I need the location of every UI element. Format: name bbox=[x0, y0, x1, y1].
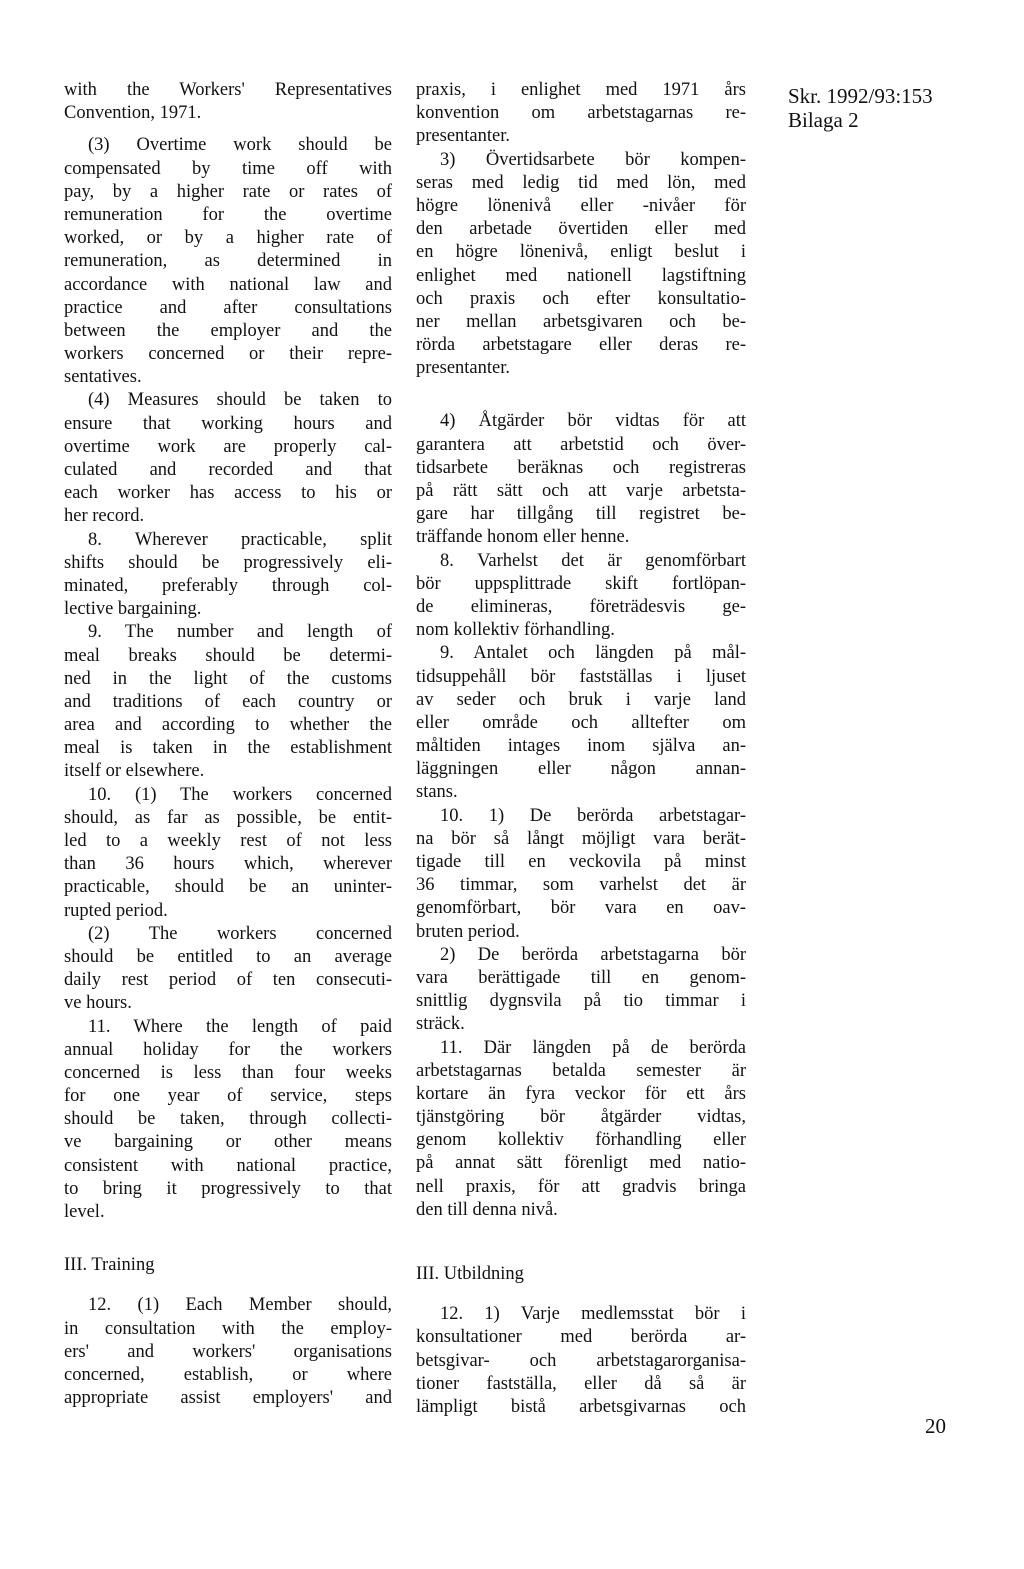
text-line: 10. (1) The workers concerned bbox=[88, 784, 392, 805]
text-line: 10. 1) De berörda arbetstagar- bbox=[440, 805, 746, 826]
text-line: den till denna nivå. bbox=[416, 1199, 558, 1220]
text-line: tjänstgöring bör åtgärder vidtas, bbox=[416, 1107, 746, 1128]
text-line: (4) Measures should be taken to bbox=[88, 390, 392, 411]
document-reference-line: Skr. 1992/93:153 bbox=[788, 84, 933, 108]
appendix-label: Bilaga 2 bbox=[788, 108, 859, 132]
text-line: stans. bbox=[416, 782, 458, 803]
text-line: and traditions of each country or bbox=[64, 691, 392, 712]
section-heading: III. Utbildning bbox=[416, 1264, 524, 1284]
text-line: practice and after consultations bbox=[64, 297, 392, 318]
text-line: pay, by a higher rate or rates of bbox=[64, 181, 392, 202]
text-line: with the Workers' Representatives bbox=[64, 80, 392, 100]
text-line: annual holiday for the workers bbox=[64, 1039, 392, 1060]
text-line: ve hours. bbox=[64, 993, 132, 1014]
swedish-column bbox=[416, 79, 746, 1419]
text-line: vara berättigade till en genom- bbox=[416, 967, 746, 988]
text-line: itself or elsewhere. bbox=[64, 761, 205, 782]
text-line: läggningen eller någon annan- bbox=[416, 759, 746, 780]
text-line: each worker has access to his or bbox=[64, 483, 392, 504]
section-heading: III. Training bbox=[64, 1255, 155, 1276]
text-line: accordance with national law and bbox=[64, 274, 392, 295]
text-line: appropriate assist employers' and bbox=[64, 1388, 392, 1409]
text-line: garantera att arbetstid och över- bbox=[416, 434, 746, 455]
text-line: in consultation with the employ- bbox=[64, 1318, 392, 1339]
text-line: och praxis och efter konsultatio- bbox=[416, 288, 746, 309]
text-line: ensure that working hours and bbox=[64, 413, 392, 434]
text-line: genom kollektiv förhandling eller bbox=[416, 1130, 746, 1151]
text-line: 36 timmar, som varhelst det är bbox=[416, 875, 746, 896]
text-line: compensated by time off with bbox=[64, 158, 392, 179]
text-line: 9. The number and length of bbox=[88, 622, 392, 643]
text-line: på annat sätt förenligt med natio- bbox=[416, 1153, 746, 1174]
text-line: lämpligt bistå arbetsgivarnas och bbox=[416, 1396, 746, 1417]
text-line: en högre lönenivå, enligt beslut i bbox=[416, 242, 746, 263]
text-line: genomförbart, bör vara en oav- bbox=[416, 898, 746, 919]
text-line: sentatives. bbox=[64, 367, 142, 388]
text-line: between the employer and the bbox=[64, 320, 392, 341]
text-line: presentanter. bbox=[416, 358, 510, 379]
text-line: 11. Where the length of paid bbox=[88, 1016, 392, 1037]
text-line: Convention, 1971. bbox=[64, 103, 202, 124]
text-line: to bring it progressively to that bbox=[64, 1178, 392, 1199]
text-line: worked, or by a higher rate of bbox=[64, 228, 392, 249]
text-line: praxis, i enlighet med 1971 års bbox=[416, 80, 746, 100]
text-line: rupted period. bbox=[64, 900, 168, 921]
text-line: than 36 hours which, wherever bbox=[64, 854, 392, 875]
text-line: 12. 1) Varje medlemsstat bör i bbox=[440, 1304, 746, 1325]
text-line: 11. Där längden på de berörda bbox=[440, 1037, 746, 1058]
text-line: bruten period. bbox=[416, 921, 520, 942]
text-line: remuneration, as determined in bbox=[64, 251, 392, 272]
text-line: rörda arbetstagare eller deras re- bbox=[416, 335, 746, 356]
text-line: konvention om arbetstagarnas re- bbox=[416, 103, 746, 124]
text-line: på rätt sätt och att varje arbetsta- bbox=[416, 481, 746, 501]
document-reference bbox=[788, 84, 978, 132]
text-line: (2) The workers concerned bbox=[88, 923, 392, 944]
text-line: kortare än fyra veckor för ett års bbox=[416, 1083, 746, 1104]
text-line: 8. Varhelst det är genomförbart bbox=[440, 550, 746, 571]
text-line: tioner fastställa, eller då så är bbox=[416, 1373, 746, 1394]
text-line: ned in the light of the customs bbox=[64, 668, 392, 689]
text-line: culated and recorded and that bbox=[64, 460, 392, 480]
text-line: her record. bbox=[64, 506, 145, 527]
text-line: de elimineras, företrädesvis ge- bbox=[416, 596, 746, 617]
text-line: 2) De berörda arbetstagarna bör bbox=[440, 944, 746, 965]
text-line: betsgivar- och arbetstagarorganisa- bbox=[416, 1350, 746, 1371]
text-line: tigade till en veckovila på minst bbox=[416, 852, 746, 872]
text-line: eller område och alltefter om bbox=[416, 712, 746, 733]
text-line: nom kollektiv förhandling. bbox=[416, 620, 615, 641]
text-line: träffande honom eller henne. bbox=[416, 527, 630, 548]
text-line: av seder och bruk i varje land bbox=[416, 689, 746, 710]
text-line: nell praxis, för att gradvis bringa bbox=[416, 1176, 746, 1197]
text-line: snittlig dygnsvila på tio timmar i bbox=[416, 991, 746, 1012]
text-line: bör uppsplittrade skift fortlöpan- bbox=[416, 573, 746, 594]
text-line: shifts should be progressively eli- bbox=[64, 552, 392, 573]
text-line: sträck. bbox=[416, 1014, 465, 1035]
text-line: måltiden intages inom själva an- bbox=[416, 736, 746, 757]
text-line: tidsuppehåll bör fastställas i ljuset bbox=[416, 666, 746, 687]
text-line: should be taken, through collecti- bbox=[64, 1109, 392, 1130]
text-line: högre lönenivå eller -nivåer för bbox=[416, 195, 746, 216]
text-line: (3) Overtime work should be bbox=[88, 135, 392, 156]
english-column bbox=[64, 79, 392, 1410]
page-number: 20 bbox=[925, 1414, 946, 1438]
text-line: workers concerned or their repre- bbox=[64, 344, 392, 365]
text-line: 4) Åtgärder bör vidtas för att bbox=[440, 411, 746, 432]
text-line: 3) Övertidsarbete bör kompen- bbox=[440, 149, 746, 170]
text-line: minated, preferably through col- bbox=[64, 575, 392, 596]
text-line: 8. Wherever practicable, split bbox=[88, 529, 392, 550]
text-line: 9. Antalet och längden på mål- bbox=[440, 643, 746, 664]
text-line: gare har tillgång till registret be- bbox=[416, 504, 746, 525]
text-line: na bör så långt möjligt vara berät- bbox=[416, 828, 746, 849]
text-line: level. bbox=[64, 1202, 105, 1222]
text-line: concerned is less than four weeks bbox=[64, 1062, 392, 1083]
text-line: konsultationer med berörda ar- bbox=[416, 1327, 746, 1348]
text-line: enlighet med nationell lagstiftning bbox=[416, 265, 746, 286]
text-line: den arbetade övertiden eller med bbox=[416, 219, 746, 240]
text-line: consistent with national practice, bbox=[64, 1155, 392, 1176]
text-line: seras med ledig tid med lön, med bbox=[416, 172, 746, 193]
text-line: lective bargaining. bbox=[64, 599, 202, 620]
text-line: tidsarbete beräknas och registreras bbox=[416, 457, 746, 478]
text-line: area and according to whether the bbox=[64, 715, 392, 736]
text-line: ers' and workers' organisations bbox=[64, 1341, 392, 1362]
text-line: led to a weekly rest of not less bbox=[64, 831, 392, 851]
text-line: should be entitled to an average bbox=[64, 946, 392, 967]
text-line: practicable, should be an uninter- bbox=[64, 877, 392, 898]
text-line: daily rest period of ten consecuti- bbox=[64, 970, 392, 991]
text-line: 12. (1) Each Member should, bbox=[88, 1295, 392, 1316]
text-line: overtime work are properly cal- bbox=[64, 436, 392, 457]
text-line: ve bargaining or other means bbox=[64, 1132, 392, 1153]
text-line: remuneration for the overtime bbox=[64, 204, 392, 225]
text-line: concerned, establish, or where bbox=[64, 1364, 392, 1385]
text-line: meal breaks should be determi- bbox=[64, 645, 392, 666]
text-line: presentanter. bbox=[416, 126, 510, 147]
text-line: arbetstagarnas betalda semester är bbox=[416, 1060, 746, 1081]
text-line: meal is taken in the establishment bbox=[64, 738, 392, 759]
text-line: for one year of service, steps bbox=[64, 1086, 392, 1107]
text-line: ner mellan arbetsgivaren och be- bbox=[416, 311, 746, 332]
text-line: should, as far as possible, be entit- bbox=[64, 807, 392, 828]
